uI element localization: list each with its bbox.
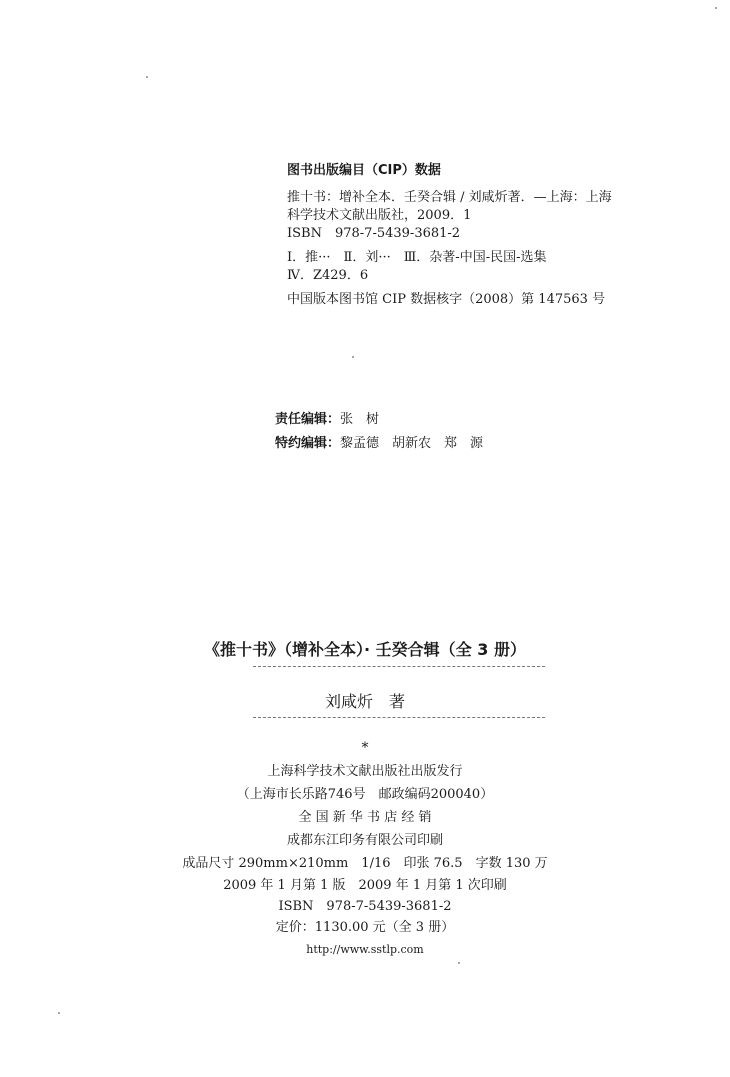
colophon-line: （上海市长乐路746号 邮政编码200040） (236, 787, 494, 802)
responsible-editor (275, 412, 379, 428)
scan-speck (146, 76, 148, 78)
website-line: http://www.sstlp.com (306, 943, 424, 956)
cip-line: Ⅰ．推··· Ⅱ．刘··· Ⅲ．杂著-中国-民国-选集 (287, 250, 547, 265)
responsible-editor-value: 张 树 (340, 412, 380, 427)
special-editor (275, 436, 483, 452)
cip-line: 推十书：增补全本．壬癸合辑 / 刘咸炘著．—上海：上海 (287, 190, 612, 205)
cip-line: Ⅳ．Z429．6 (287, 268, 369, 283)
responsible-editor-label: 责任编辑： (275, 412, 341, 427)
cip-line: ISBN 978-7-5439-3681-2 (287, 226, 461, 241)
scan-speck (58, 1012, 60, 1014)
colophon-line: 上海科学技术文献出版社出版发行 (267, 764, 463, 779)
colophon-line: 全 国 新 华 书 店 经 销 (298, 810, 432, 825)
cip-heading: 图书出版编目（CIP）数据 (287, 163, 441, 178)
scan-speck (458, 962, 460, 964)
colophon-line: 成品尺寸 290mm×210mm 1/16 印张 76.5 字数 130 万 (182, 856, 548, 871)
divider-line (253, 666, 545, 667)
divider-line (253, 717, 545, 718)
colophon-line: 2009 年 1 月第 1 版 2009 年 1 月第 1 次印刷 (223, 878, 507, 893)
cip-line: 中国版本图书馆 CIP 数据核字（2008）第 147563 号 (287, 292, 606, 307)
colophon-line: 定价：1130.00 元（全 3 册） (275, 920, 455, 935)
colophon-line: ISBN 978-7-5439-3681-2 (278, 899, 452, 914)
special-editor-value: 黎孟德 胡新农 郑 源 (340, 436, 484, 451)
scan-speck (352, 356, 354, 358)
author-line: 刘咸炘 著 (324, 692, 405, 711)
special-editor-label: 特约编辑： (275, 436, 341, 451)
book-title: 《推十书》（增补全本）· 壬癸合辑（全 3 册） (204, 640, 526, 659)
colophon-line: 成都东江印务有限公司印刷 (286, 833, 443, 848)
scan-speck (715, 7, 717, 9)
star-separator: * (361, 740, 369, 756)
cip-line: 科学技术文献出版社，2009．1 (287, 208, 472, 223)
